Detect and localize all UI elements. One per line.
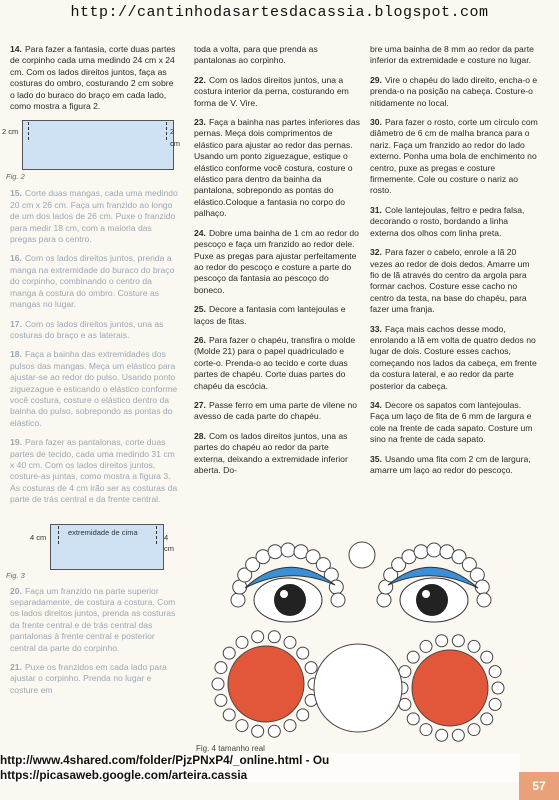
sequin-circle (281, 543, 295, 557)
sequin-circle (215, 662, 227, 674)
step-number: 15. (10, 188, 22, 199)
sequin-circle (284, 636, 296, 648)
step-text: Decore os sapatos com lantejoulas. Faça um laço de fita de 6 mm de largura e cole na frente de cada sapato. Costure um sino na frente de cada sapato. (370, 399, 533, 445)
figure-3-caption: Fig. 3 (6, 570, 25, 580)
left-cheek (228, 646, 304, 722)
right-cheek (412, 650, 488, 726)
step-text: Dobre uma bainha de 1 cm ao redor do pescoço e faça um franzido ao redor dele. Puxe as pregas para ajustar perfeitamente ao redor do pescoço e costure a parte do pescoço da fantasia ao pescoço do boneco. (194, 227, 359, 295)
sequin-circle (236, 636, 248, 648)
sequin-circle (492, 682, 504, 694)
step-text: Faça a bainha das extremidades dos pulsos das mangas. Meça um elástico para ajustar-se ao redor do pulso. Usando ponto ziguezague e esticando o elástico conforme você costura, costure o elástico dentro da bainha do pulso, sobrepondo as pontas do elástico. (10, 349, 178, 428)
right-pupil-highlight (422, 590, 430, 598)
step-number: 27. (194, 399, 206, 410)
step-text: Vire o chapéu do lado direito, encha-o e prenda-o na posição na cabeça. Costure-o nitidamente no local. (370, 74, 538, 108)
sequin-circle (223, 647, 235, 659)
step-text: Corte duas mangas, cada uma medindo 20 cm x 26 cm. Faça um franzido ao longo de um dos lados de 26 cm. Puxe o franzido para medir 18 cm, com a maioria das pregas para o centro. (10, 188, 178, 245)
sequin-circle (420, 724, 432, 736)
sequin-circle (489, 698, 501, 710)
sequin-circle (436, 729, 448, 741)
figure-2-caption: Fig. 2 (6, 172, 25, 182)
sequin-circle (414, 545, 428, 559)
step-text: Faça a bainha nas partes inferiores das pernas. Meça dois comprimentos de elástico para ajustar ao redor das pernas. Usando um ponto ziguezague, estique o elástico conforme você costura, costure o elástico para dentro da bainha da pantalona, sobrepondo as pontas do elástico.Coloque a fantasia no corpo do palhaço. (194, 117, 360, 219)
sequin-circle (305, 662, 317, 674)
sequin-circle (268, 725, 280, 737)
step-number: 34. (370, 399, 382, 410)
step-number: 19. (10, 437, 22, 448)
figure-2-left-label: 2 cm (2, 127, 19, 137)
left-pupil-highlight (280, 590, 288, 598)
step-number: 32. (370, 247, 382, 258)
sequin-circle (231, 593, 245, 607)
sequin-circle (236, 720, 248, 732)
step-number: 17. (10, 318, 22, 329)
step-text: Cole lantejoulas, feltro e pedra falsa, decorando o rosto, bordando a linha externa dos olhos com linha preta. (370, 204, 525, 238)
sequin-circle (468, 724, 480, 736)
sequin-circle (420, 640, 432, 652)
nose-circle (314, 644, 402, 732)
step-number: 22. (194, 74, 206, 85)
sequin-circle (477, 593, 491, 607)
sequin-circle (268, 545, 282, 559)
sequin-circle (452, 635, 464, 647)
step-text: Decore a fantasia com lantejoulas e laços de fitas. (194, 304, 346, 326)
step-number: 20. (10, 585, 22, 596)
step-number: 24. (194, 227, 206, 238)
footer-url[interactable]: http://www.4shared.com/folder/PjzPNxP4/_online.html - Ou https://picasaweb.google.com/arteira.cassia (0, 753, 520, 783)
sequin-circle (268, 631, 280, 643)
step-text: toda a volta, para que prenda as pantalonas ao corpinho. (194, 44, 318, 66)
step-text: Faça um franzido na parte superior separadamente, de costura a costura. Com os lados direitos juntos, prenda as costuras da frente central e de trás central das pantalonas à frente central e posterior central da parte do corpinho. (10, 585, 176, 653)
right-pupil (416, 584, 448, 616)
step-number: 31. (370, 204, 382, 215)
header-url[interactable]: http://cantinhodasartesdacassia.blogspot.com (70, 4, 489, 21)
sequin-circle (481, 713, 493, 725)
step-number: 23. (194, 117, 206, 128)
step-text: Puxe os franzidos em cada lado para ajustar o corpinho. Prenda no lugar e costure em (10, 662, 167, 695)
step-text: Para fazer as pantalonas, corte duas partes de tecido, cada uma medindo 31 cm x 40 cm. Com os lados direitos juntos, costure-as juntas, como mostra a figura 3. As costuras de 4 cm irão ser as costuras da parte de trás central e da frente central. (10, 437, 178, 505)
step-text: Usando uma fita com 2 cm de largura, amarre um laço ao redor do pescoço. (370, 453, 531, 475)
page-number: 57 (519, 772, 559, 800)
sequin-circle (481, 651, 493, 663)
figure-4-caption: Fig. 4 tamanho real (196, 744, 265, 753)
step-text: Com os lados direitos juntos, una as partes do chapéu ao redor da parte externa, deixando a extremidade inferior aberta. Do- (194, 430, 348, 475)
sequin-circle (452, 729, 464, 741)
step-text: Com os lados direitos juntos, una a costura interior da perna, costurando em forma de V. Vire. (194, 74, 349, 108)
right-eye (388, 567, 478, 622)
step-text: Passe ferro em uma parte de vilene no avesso de cada parte do chapéu. (194, 399, 358, 422)
sequin-circle (252, 725, 264, 737)
step-number: 35. (370, 453, 382, 464)
step-number: 16. (10, 253, 22, 264)
step-text: Para fazer o cabelo, enrole a lã 20 vezes ao redor de dois dedos. Amarre um fio de lã através do centro da argola para formar cachos. Costure esse cacho no centro da testa, na base do chapéu, para fazer uma franja. (370, 247, 530, 315)
left-pupil (274, 584, 306, 616)
sequin-circle (468, 640, 480, 652)
sequin-circle (297, 647, 309, 659)
forehead-circle (349, 542, 375, 568)
step-text: bre uma bainha de 8 mm ao redor da parte inferior da extremidade e costure no lugar. (370, 44, 534, 66)
step-text: Para fazer a fantasia, corte duas partes de corpinho cada uma medindo 24 cm x 24 cm. Com os lados direitos juntos, faça as costuras do ombro, costurando 2 cm sobre o lado do buraco do braço em cada lado, como mostra a figura 2. (10, 44, 176, 112)
sequin-circle (436, 635, 448, 647)
step-number: 26. (194, 334, 206, 345)
sequin-circle (407, 713, 419, 725)
sequin-circle (252, 631, 264, 643)
step-number: 18. (10, 349, 22, 360)
figure-2-right-label: 2 cm (170, 127, 180, 148)
sequin-circle (377, 593, 391, 607)
step-number: 33. (370, 323, 382, 334)
step-number: 29. (370, 74, 382, 85)
step-text: Para fazer o rosto, corte um círculo com diâmetro de 6 cm de malha branca para o nariz. Faça um franzido ao redor do lado externo. Ponha uma bola de enchimento no centro, puxe as pregas e costure firmemente. Cole ou costure o nariz ao rosto. (370, 117, 538, 196)
sequin-circle (331, 593, 345, 607)
step-number: 25. (194, 304, 206, 315)
sequin-circle (427, 543, 441, 557)
sequin-circle (407, 651, 419, 663)
sequin-circle (284, 720, 296, 732)
step-text: Para fazer o chapéu, transfira o molde (Molde 21) para o papel quadriculado e corte-o. Prenda-o ao tecido e corte duas partes de chapéu. Corte duas partes do chapéu da escócia. (194, 334, 356, 391)
step-number: 14. (10, 44, 22, 54)
step-number: 28. (194, 430, 206, 441)
sequin-circle (212, 678, 224, 690)
figure-3-right-label: 4 cm (164, 532, 174, 553)
sequin-circle (297, 709, 309, 721)
figure-3-top-label: extremidade de cima (68, 527, 138, 537)
step-text: Com os lados direitos juntos, prenda a manga na extremidade do buraco do braço do corpinho, combinando o centro da manga à costura do ombro. Costure as mangas no lugar. (10, 253, 175, 310)
left-eye (245, 567, 335, 622)
step-number: 21. (10, 662, 22, 673)
step-number: 30. (370, 117, 382, 128)
step-text: Faça mais cachos desse modo, enrolando a lã em volta de quatro dedos no lugar de dois. Costure esses cachos, começando nos lados da cabeça, em frente da costura lateral, e ao redor da parte posterior da cabeça. (370, 323, 537, 391)
sequin-circle (223, 709, 235, 721)
sequin-circle (215, 694, 227, 706)
step-text: Com os lados direitos juntos, una as costuras do braço e as laterais. (10, 318, 164, 340)
sequin-circle (489, 666, 501, 678)
figure-3-left-label: 4 cm (30, 532, 47, 542)
